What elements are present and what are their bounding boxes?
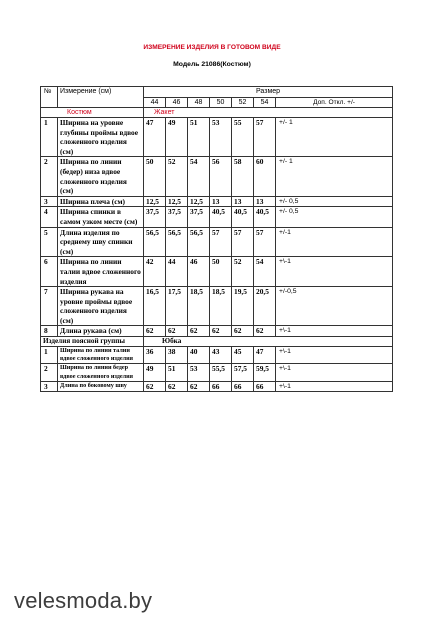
size-value: 62 [254,326,276,337]
size-value: 52 [166,157,188,196]
size-value: 43 [210,347,232,364]
size-46: 46 [166,98,188,108]
tolerance-value: +/- 1 [276,118,393,157]
size-value: 16,5 [144,287,166,326]
group-skirt: Юбка [144,337,393,347]
size-value: 53 [210,118,232,157]
size-value: 62 [144,381,166,392]
header-measure: Измерение (см) [58,87,144,108]
size-value: 62 [210,326,232,337]
size-value: 17,5 [166,287,188,326]
size-value: 40,5 [232,207,254,227]
row-number: 4 [41,207,58,227]
tolerance-value: +/- 1 [276,157,393,196]
row-number: 6 [41,257,58,287]
size-value: 56,5 [188,227,210,257]
size-value: 13 [232,196,254,207]
table-row [41,257,393,287]
tolerance-value: +/- 0,5 [276,207,393,227]
tolerance-value: +/-1 [276,227,393,257]
row-number: 3 [41,196,58,207]
measure-name: Ширина спинки в самом узком месте (см) [58,207,144,227]
size-value: 38 [166,347,188,364]
table-row [41,157,393,196]
size-value: 47 [144,118,166,157]
size-value: 52 [232,257,254,287]
measure-name: Длина по боковому шву [58,381,144,392]
row-number: 1 [41,118,58,157]
size-value: 56,5 [166,227,188,257]
size-44: 44 [144,98,166,108]
size-value: 57 [254,227,276,257]
size-value: 66 [210,381,232,392]
size-value: 66 [232,381,254,392]
header-row [41,87,393,98]
measure-name: Ширина по линии талии вдвое сложенного изделия [58,257,144,287]
row-number: 2 [41,157,58,196]
row-number: 5 [41,227,58,257]
section-jacket: Жакет [144,108,393,118]
measure-name: Длина изделия по среднему шву спинки (см) [58,227,144,257]
table-row [41,287,393,326]
header-num: № [41,87,58,108]
measure-name: Ширина рукава на уровне проймы вдвое сложенного изделия (см) [58,287,144,326]
tolerance-value: +\-1 [276,347,393,364]
size-value: 62 [188,381,210,392]
size-value: 47 [254,347,276,364]
row-number: 3 [41,381,58,392]
size-value: 51 [188,118,210,157]
tolerance-value: +\-1 [276,326,393,337]
size-value: 46 [188,257,210,287]
size-48: 48 [188,98,210,108]
measure-name: Ширина плеча (см) [58,196,144,207]
size-value: 56 [210,157,232,196]
size-value: 57 [210,227,232,257]
size-54: 54 [254,98,276,108]
size-value: 45 [232,347,254,364]
size-value: 54 [254,257,276,287]
row-number: 7 [41,287,58,326]
size-value: 20,5 [254,287,276,326]
size-value: 60 [254,157,276,196]
size-value: 54 [188,157,210,196]
size-value: 13 [210,196,232,207]
table-row [41,347,393,364]
watermark: velesmoda.by [14,588,153,613]
size-value: 51 [166,364,188,381]
table-row [41,207,393,227]
row-number: 8 [41,326,58,337]
size-52: 52 [232,98,254,108]
size-value: 18,5 [188,287,210,326]
size-value: 13 [254,196,276,207]
size-value: 62 [166,326,188,337]
measure-name: Ширина на уровне глубины проймы вдвое сложенного изделия (см) [58,118,144,157]
measure-name: Ширина по линии бедер вдвое сложенного изделия [58,364,144,381]
size-value: 62 [188,326,210,337]
size-value: 55 [232,118,254,157]
table-row [41,326,393,337]
row-number: 1 [41,347,58,364]
size-value: 12,5 [166,196,188,207]
size-value: 56,5 [144,227,166,257]
size-value: 12,5 [188,196,210,207]
header-size: Размер [144,87,393,98]
model-subtitle: Модель 21086(Костюм) [173,61,251,68]
size-value: 49 [166,118,188,157]
size-value: 40,5 [254,207,276,227]
size-value: 36 [144,347,166,364]
section-row [41,108,393,118]
section-costume: Костюм [41,108,144,118]
size-value: 42 [144,257,166,287]
group-label: Изделия поясной группы [41,337,144,347]
tolerance-value: +\-1 [276,257,393,287]
size-value: 59,5 [254,364,276,381]
size-value: 57,5 [232,364,254,381]
measure-name: Ширина по линии (бедер) низа вдвое сложенного изделия (см) [58,157,144,196]
size-value: 18,5 [210,287,232,326]
size-50: 50 [210,98,232,108]
size-value: 58 [232,157,254,196]
tolerance-value: +/- 0,5 [276,196,393,207]
tolerance-value: +\-1 [276,364,393,381]
table-row [41,381,393,392]
table-row [41,118,393,157]
table-row [41,364,393,381]
row-number: 2 [41,364,58,381]
tolerance-value: +\-1 [276,381,393,392]
size-value: 40,5 [210,207,232,227]
size-value: 62 [232,326,254,337]
size-value: 19,5 [232,287,254,326]
size-value: 53 [188,364,210,381]
size-value: 40 [188,347,210,364]
table-row [41,196,393,207]
measure-name: Длина рукава (см) [58,326,144,337]
measure-name: Ширина по линии талии вдвое сложенного изделия [58,347,144,364]
size-value: 12,5 [144,196,166,207]
size-value: 62 [144,326,166,337]
size-value: 55,5 [210,364,232,381]
size-value: 37,5 [166,207,188,227]
header-tolerance: Доп. Откл. +/- [276,98,393,108]
size-value: 50 [210,257,232,287]
size-value: 50 [144,157,166,196]
table-row [41,227,393,257]
size-value: 62 [166,381,188,392]
size-value: 57 [254,118,276,157]
size-value: 44 [166,257,188,287]
size-value: 37,5 [144,207,166,227]
size-value: 37,5 [188,207,210,227]
measurement-table [40,86,393,392]
size-value: 49 [144,364,166,381]
size-value: 66 [254,381,276,392]
document-title: ИЗМЕРЕНИЕ ИЗДЕЛИЯ В ГОТОВОМ ВИДЕ [143,44,281,51]
size-value: 57 [232,227,254,257]
tolerance-value: +/-0,5 [276,287,393,326]
group-row [41,337,393,347]
